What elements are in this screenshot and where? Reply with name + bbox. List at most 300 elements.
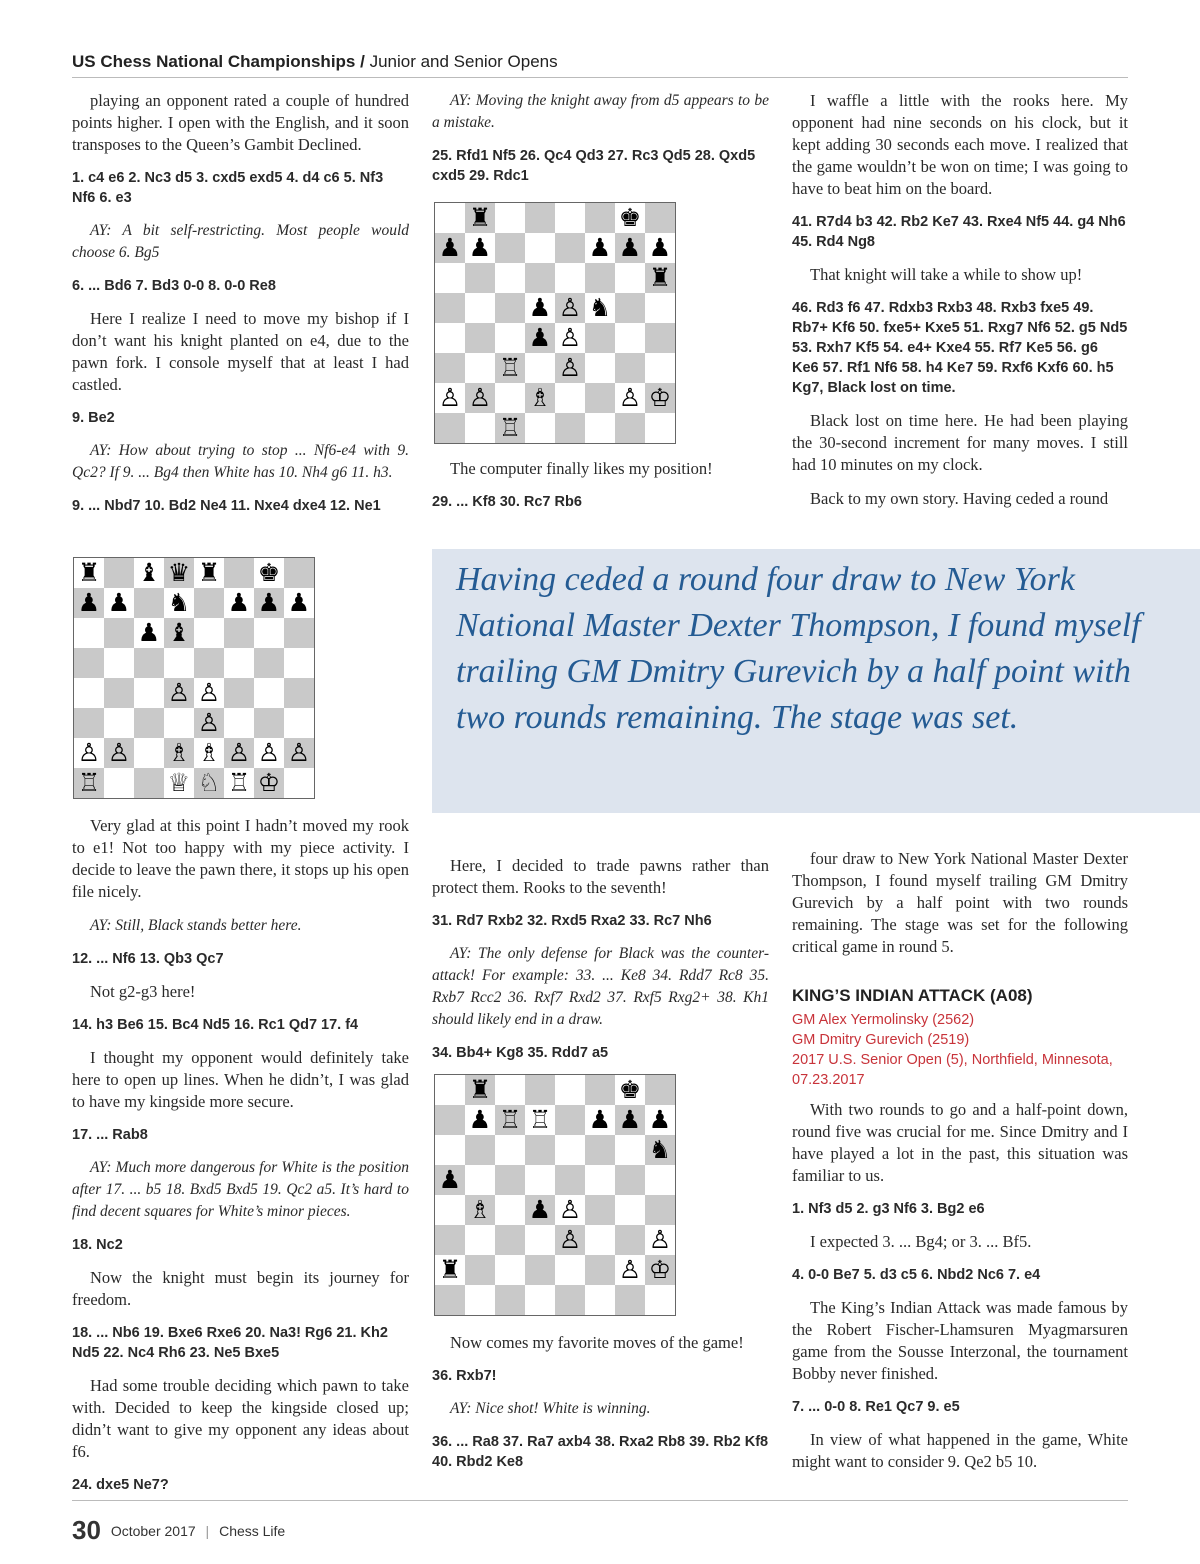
black-pawn-icon: ♟ (227, 588, 251, 617)
annotation: AY: A bit self-restricting. Most people would choose 6. Bg5 (72, 222, 409, 261)
square (645, 1255, 675, 1285)
square (435, 1105, 465, 1135)
move-text: 36. ... Ra8 37. Ra7 axb4 38. Rxa2 Rb8 39. Rb2 Kf8 40. Rbd2 Ke8 (432, 1434, 769, 1470)
square (555, 1255, 585, 1285)
square (645, 413, 675, 443)
col1-bottom (72, 815, 409, 1507)
square (495, 1165, 525, 1195)
square (74, 618, 104, 648)
square (585, 233, 615, 263)
square (525, 383, 555, 413)
white-pawn-icon: ♙ (558, 293, 582, 322)
square (585, 1195, 615, 1225)
square (615, 383, 645, 413)
black-bishop-icon: ♝ (137, 558, 161, 587)
square (164, 648, 194, 678)
white-rook-icon: ♖ (498, 1105, 522, 1134)
white-pawn-icon: ♙ (618, 383, 642, 412)
square (525, 1255, 555, 1285)
chess-diagram-1 (73, 557, 315, 799)
square (585, 1075, 615, 1105)
col3-bottom (792, 848, 1128, 970)
square (194, 618, 224, 648)
square (555, 323, 585, 353)
black-pawn-icon: ♟ (648, 1105, 672, 1134)
square (254, 768, 284, 798)
square (224, 558, 254, 588)
black-player: GM Dmitry Gurevich (2519) (792, 1032, 970, 1048)
game-event: 2017 U.S. Senior Open (5), Northfield, Minnesota, 07.23.2017 (792, 1052, 1113, 1088)
black-rook-icon: ♜ (468, 203, 492, 232)
move-text: 9. Be2 (72, 410, 115, 426)
square (525, 1285, 555, 1315)
square (555, 1105, 585, 1135)
chess-board (435, 1075, 675, 1315)
square (555, 1195, 585, 1225)
square (615, 233, 645, 263)
square (495, 1135, 525, 1165)
move-text: 29. ... Kf8 30. Rc7 Rb6 (432, 494, 582, 510)
black-pawn-icon: ♟ (287, 588, 311, 617)
square (615, 1225, 645, 1255)
square (585, 1165, 615, 1195)
square (465, 1105, 495, 1135)
square (164, 768, 194, 798)
paragraph: That knight will take a while to show up! (810, 265, 1083, 284)
square (284, 708, 314, 738)
white-player: GM Alex Yermolinsky (2562) (792, 1012, 975, 1028)
square (585, 413, 615, 443)
square (164, 738, 194, 768)
square (435, 413, 465, 443)
white-pawn-icon: ♙ (558, 353, 582, 382)
move-text: 24. dxe5 Ne7? (72, 1477, 169, 1493)
square (254, 618, 284, 648)
square (104, 708, 134, 738)
black-queen-icon: ♛ (167, 558, 191, 587)
white-pawn-icon: ♙ (197, 678, 221, 707)
square (645, 233, 675, 263)
black-pawn-icon: ♟ (648, 233, 672, 262)
col2-end (432, 1332, 769, 1484)
square (645, 263, 675, 293)
square (194, 708, 224, 738)
paragraph: The King’s Indian Attack was made famous by the Robert Fischer-Lhamsuren Myagmarsuren game from the Sousse Interzonal, the tournament Bobby never finished. (792, 1298, 1128, 1383)
header-section: US Chess National Championships / (72, 52, 365, 71)
chess-diagram-3 (434, 1074, 676, 1316)
paragraph: Here I realize I need to move my bishop if I don’t want his knight planted on e4, due to the pawn fork. I console myself that at least I had castled. (72, 309, 409, 394)
square (645, 1135, 675, 1165)
col1-top (72, 90, 409, 528)
square (525, 203, 555, 233)
square (615, 203, 645, 233)
move-text: 12. ... Nf6 13. Qb3 Qc7 (72, 951, 224, 967)
move-text: 1. c4 e6 2. Nc3 d5 3. cxd5 exd5 4. d4 c6 5. Nf3 Nf6 6. e3 (72, 170, 384, 206)
square (164, 708, 194, 738)
square (615, 1195, 645, 1225)
square (435, 203, 465, 233)
annotation: AY: Nice shot! White is winning. (450, 1400, 651, 1417)
square (525, 233, 555, 263)
square (435, 1285, 465, 1315)
white-king-icon: ♔ (648, 1255, 672, 1284)
paragraph: Not g2-g3 here! (90, 982, 196, 1001)
square (435, 1135, 465, 1165)
footer-separator: | (205, 1523, 210, 1539)
annotation: AY: Moving the knight away from d5 appears to be a mistake. (432, 92, 769, 131)
square (104, 768, 134, 798)
paragraph: Now the knight must begin its journey for freedom. (72, 1268, 409, 1309)
square (615, 353, 645, 383)
square (104, 618, 134, 648)
white-bishop-icon: ♗ (528, 383, 552, 412)
square (615, 1285, 645, 1315)
square (164, 618, 194, 648)
square (645, 293, 675, 323)
move-text: 36. Rxb7! (432, 1368, 497, 1384)
white-pawn-icon: ♙ (167, 678, 191, 707)
col3-top (792, 90, 1128, 522)
black-pawn-icon: ♟ (438, 233, 462, 262)
square (525, 293, 555, 323)
paragraph: Back to my own story. Having ceded a round (810, 489, 1109, 508)
square (134, 618, 164, 648)
square (224, 588, 254, 618)
black-pawn-icon: ♟ (137, 618, 161, 647)
move-text: 18. Nc2 (72, 1237, 123, 1253)
paragraph: I thought my opponent would definitely take here to open up lines. When he didn’t, I was glad to have my kingside more secure. (72, 1048, 409, 1111)
square (585, 323, 615, 353)
move-text: 14. h3 Be6 15. Bc4 Nd5 16. Rc1 Qd7 17. f4 (72, 1017, 359, 1033)
annotation: AY: Still, Black stands better here. (90, 917, 302, 934)
black-pawn-icon: ♟ (468, 233, 492, 262)
black-pawn-icon: ♟ (528, 323, 552, 352)
square (615, 1165, 645, 1195)
square (435, 353, 465, 383)
square (555, 413, 585, 443)
white-pawn-icon: ♙ (107, 738, 131, 767)
square (74, 678, 104, 708)
square (645, 353, 675, 383)
square (555, 203, 585, 233)
square (254, 588, 284, 618)
square (495, 323, 525, 353)
header-subsection: Junior and Senior Opens (369, 52, 558, 71)
square (495, 383, 525, 413)
footer-rule (72, 1500, 1128, 1501)
square (134, 648, 164, 678)
white-bishop-icon: ♗ (468, 1195, 492, 1224)
square (525, 1075, 555, 1105)
white-rook-icon: ♖ (77, 768, 101, 797)
square (645, 1225, 675, 1255)
square (164, 678, 194, 708)
game-title: KING’S INDIAN ATTACK (A08) (792, 986, 1033, 1005)
black-rook-icon: ♜ (438, 1255, 462, 1284)
black-pawn-icon: ♟ (438, 1165, 462, 1194)
square (615, 293, 645, 323)
annotation: AY: The only defense for Black was the counter-attack! For example: 33. ... Ke8 34. Rdd7 Rc8 35. Rxb7 Rcc2 36. Rxf7 Rxd2 37. Rxf5 Rxg2+ 38. Kh1 should likely end in a draw. (432, 945, 769, 1028)
square (224, 708, 254, 738)
move-text: 41. R7d4 b3 42. Rb2 Ke7 43. Rxe4 Nf5 44. g4 Nh6 45. Rd4 Ng8 (792, 214, 1126, 250)
square (615, 413, 645, 443)
black-pawn-icon: ♟ (588, 233, 612, 262)
square (284, 648, 314, 678)
paragraph: Had some trouble deciding which pawn to take with. Decided to keep the kingside closed up; didn’t want to give my opponent any ideas about f6. (72, 1376, 409, 1461)
square (224, 618, 254, 648)
white-knight-icon: ♘ (197, 768, 221, 797)
square (555, 383, 585, 413)
square (495, 203, 525, 233)
square (194, 738, 224, 768)
square (254, 738, 284, 768)
chess-board (435, 203, 675, 443)
black-king-icon: ♚ (257, 558, 281, 587)
square (224, 648, 254, 678)
square (435, 293, 465, 323)
paragraph: With two rounds to go and a half-point down, round five was crucial for me. Since Dmitry and I have played a lot in the past, this situation was familiar to us. (792, 1100, 1128, 1185)
white-pawn-icon: ♙ (227, 738, 251, 767)
black-pawn-icon: ♟ (77, 588, 101, 617)
square (134, 768, 164, 798)
footer (72, 1515, 285, 1546)
square (495, 233, 525, 263)
square (284, 558, 314, 588)
square (465, 1195, 495, 1225)
white-pawn-icon: ♙ (648, 1225, 672, 1254)
black-bishop-icon: ♝ (167, 618, 191, 647)
page-number: 30 (72, 1515, 101, 1545)
square (104, 588, 134, 618)
move-text: 31. Rd7 Rxb2 32. Rxd5 Rxa2 33. Rc7 Nh6 (432, 913, 712, 929)
square (435, 323, 465, 353)
white-pawn-icon: ♙ (468, 383, 492, 412)
square (194, 768, 224, 798)
square (555, 353, 585, 383)
square (615, 263, 645, 293)
white-rook-icon: ♖ (227, 768, 251, 797)
game-heading (792, 986, 1128, 1090)
white-pawn-icon: ♙ (77, 738, 101, 767)
magazine-name: Chess Life (219, 1523, 286, 1539)
square (164, 558, 194, 588)
square (525, 263, 555, 293)
square (645, 203, 675, 233)
white-pawn-icon: ♙ (287, 738, 311, 767)
white-bishop-icon: ♗ (197, 738, 221, 767)
black-king-icon: ♚ (618, 203, 642, 232)
square (495, 1285, 525, 1315)
white-rook-icon: ♖ (498, 353, 522, 382)
move-text: 18. ... Nb6 19. Bxe6 Rxe6 20. Na3! Rg6 21. Kh2 Nd5 22. Nc4 Rh6 23. Ne5 Bxe5 (72, 1325, 388, 1361)
square (284, 738, 314, 768)
white-pawn-icon: ♙ (257, 738, 281, 767)
square (585, 1225, 615, 1255)
paragraph: playing an opponent rated a couple of hundred points higher. I open with the English, and it soon transposes to the Queen’s Gambit Declined. (72, 91, 409, 154)
col2-mid (432, 458, 769, 524)
square (435, 383, 465, 413)
square (465, 1135, 495, 1165)
black-pawn-icon: ♟ (107, 588, 131, 617)
square (525, 353, 555, 383)
white-pawn-icon: ♙ (197, 708, 221, 737)
square (495, 1255, 525, 1285)
square (254, 678, 284, 708)
move-text: 6. ... Bd6 7. Bd3 0-0 8. 0-0 Re8 (72, 278, 276, 294)
square (465, 1285, 495, 1315)
white-pawn-icon: ♙ (618, 1255, 642, 1284)
square (555, 1135, 585, 1165)
col3-end (792, 1099, 1128, 1485)
square (495, 353, 525, 383)
square (585, 1285, 615, 1315)
square (134, 558, 164, 588)
annotation: AY: How about trying to stop ... Nf6-e4 with 9. Qc2? If 9. ... Bg4 then White has 10. Nh4 g6 11. h3. (72, 442, 409, 481)
square (74, 588, 104, 618)
square (104, 558, 134, 588)
square (74, 648, 104, 678)
white-pawn-icon: ♙ (558, 1195, 582, 1224)
black-pawn-icon: ♟ (468, 1105, 492, 1134)
square (585, 1105, 615, 1135)
move-text: 7. ... 0-0 8. Re1 Qc7 9. e5 (792, 1399, 960, 1415)
square (435, 1165, 465, 1195)
square (194, 558, 224, 588)
square (435, 263, 465, 293)
paragraph: The computer finally likes my position! (450, 459, 713, 478)
square (74, 708, 104, 738)
square (164, 588, 194, 618)
square (465, 1255, 495, 1285)
square (555, 263, 585, 293)
black-pawn-icon: ♟ (588, 1105, 612, 1134)
square (495, 1195, 525, 1225)
square (224, 768, 254, 798)
paragraph: Now comes my favorite moves of the game! (450, 1333, 744, 1352)
white-rook-icon: ♖ (528, 1105, 552, 1134)
move-text: 4. 0-0 Be7 5. d3 c5 6. Nbd2 Nc6 7. e4 (792, 1267, 1041, 1283)
square (645, 1105, 675, 1135)
col2-top (432, 90, 769, 198)
black-knight-icon: ♞ (588, 293, 612, 322)
square (615, 1075, 645, 1105)
square (585, 263, 615, 293)
square (104, 648, 134, 678)
issue-date: October 2017 (110, 1523, 196, 1539)
square (465, 323, 495, 353)
square (284, 678, 314, 708)
square (465, 353, 495, 383)
annotation: AY: Much more dangerous for White is the position after 17. ... b5 18. Bxd5 Bxd5 19. Qc2 a5. It’s hard to find decent squares for White’s minor pieces. (72, 1159, 409, 1220)
square (615, 1135, 645, 1165)
move-text: 46. Rd3 f6 47. Rdxb3 Rxb3 48. Rxb3 fxe5 49. Rb7+ Kf6 50. fxe5+ Kxe5 51. Rxg7 Nf6 52. g5 Nd5 53. Rxh7 Kf5 54. e4+ Kxe4 55. Rf7 Ke5 56. g6 Ke6 57. Rf1 Nf6 58. h4 Ke7 59. Rxf6 Kxf6 60. h5 Kg7, Black lost on time. (792, 300, 1128, 396)
square (615, 1255, 645, 1285)
square (284, 618, 314, 648)
chess-board (74, 558, 314, 798)
square (435, 1255, 465, 1285)
square (134, 588, 164, 618)
square (224, 738, 254, 768)
square (645, 1075, 675, 1105)
square (224, 678, 254, 708)
black-pawn-icon: ♟ (618, 233, 642, 262)
paragraph: Very glad at this point I hadn’t moved my rook to e1! Not too happy with my piece activity. I decide to leave the pawn there, it stops up his open file nicely. (72, 816, 409, 901)
square (435, 1075, 465, 1105)
square (254, 648, 284, 678)
square (435, 233, 465, 263)
running-header (72, 52, 1128, 72)
black-pawn-icon: ♟ (528, 1195, 552, 1224)
square (495, 413, 525, 443)
square (465, 263, 495, 293)
square (585, 293, 615, 323)
square (74, 558, 104, 588)
black-pawn-icon: ♟ (618, 1105, 642, 1134)
square (134, 708, 164, 738)
move-text: 9. ... Nbd7 10. Bd2 Ne4 11. Nxe4 dxe4 12. Ne1 (72, 498, 381, 514)
square (465, 413, 495, 443)
square (435, 1225, 465, 1255)
square (465, 1075, 495, 1105)
square (555, 1225, 585, 1255)
square (465, 233, 495, 263)
white-queen-icon: ♕ (167, 768, 191, 797)
paragraph: Here, I decided to trade pawns rather than protect them. Rooks to the seventh! (432, 856, 769, 897)
square (555, 233, 585, 263)
square (465, 203, 495, 233)
square (194, 588, 224, 618)
square (465, 383, 495, 413)
square (465, 1225, 495, 1255)
paragraph: four draw to New York National Master Dexter Thompson, I found myself trailing GM Dmitry Gurevich by a half point with two rounds remaining. The stage was set for the following critical game in round 5. (792, 849, 1128, 956)
square (495, 1225, 525, 1255)
square (585, 353, 615, 383)
header-rule (72, 77, 1128, 78)
square (585, 383, 615, 413)
square (585, 1255, 615, 1285)
square (645, 1285, 675, 1315)
square (104, 738, 134, 768)
white-king-icon: ♔ (257, 768, 281, 797)
square (134, 678, 164, 708)
paragraph: I waffle a little with the rooks here. My opponent had nine seconds on his clock, but it kept adding 30 seconds each move. I realized that the game wouldn’t be won on time; I was going to have to beat him on the board. (792, 91, 1128, 198)
square (284, 768, 314, 798)
square (555, 1285, 585, 1315)
chess-diagram-2 (434, 202, 676, 444)
black-king-icon: ♚ (618, 1075, 642, 1104)
square (525, 413, 555, 443)
square (525, 1105, 555, 1135)
square (284, 588, 314, 618)
square (525, 1225, 555, 1255)
black-knight-icon: ♞ (167, 588, 191, 617)
square (254, 708, 284, 738)
white-pawn-icon: ♙ (438, 383, 462, 412)
pull-quote-box (432, 549, 1200, 813)
white-king-icon: ♔ (648, 383, 672, 412)
square (104, 678, 134, 708)
pull-quote: Having ceded a round four draw to New York National Master Dexter Thompson, I found myself trailing GM Dmitry Gurevich by a half point with two rounds remaining. The stage was set. (456, 561, 1141, 736)
square (495, 263, 525, 293)
col2-bottom (432, 855, 769, 1075)
black-pawn-icon: ♟ (257, 588, 281, 617)
square (555, 293, 585, 323)
black-knight-icon: ♞ (648, 1135, 672, 1164)
move-text: 34. Bb4+ Kg8 35. Rdd7 a5 (432, 1045, 609, 1061)
square (465, 1165, 495, 1195)
square (525, 1165, 555, 1195)
square (555, 1075, 585, 1105)
